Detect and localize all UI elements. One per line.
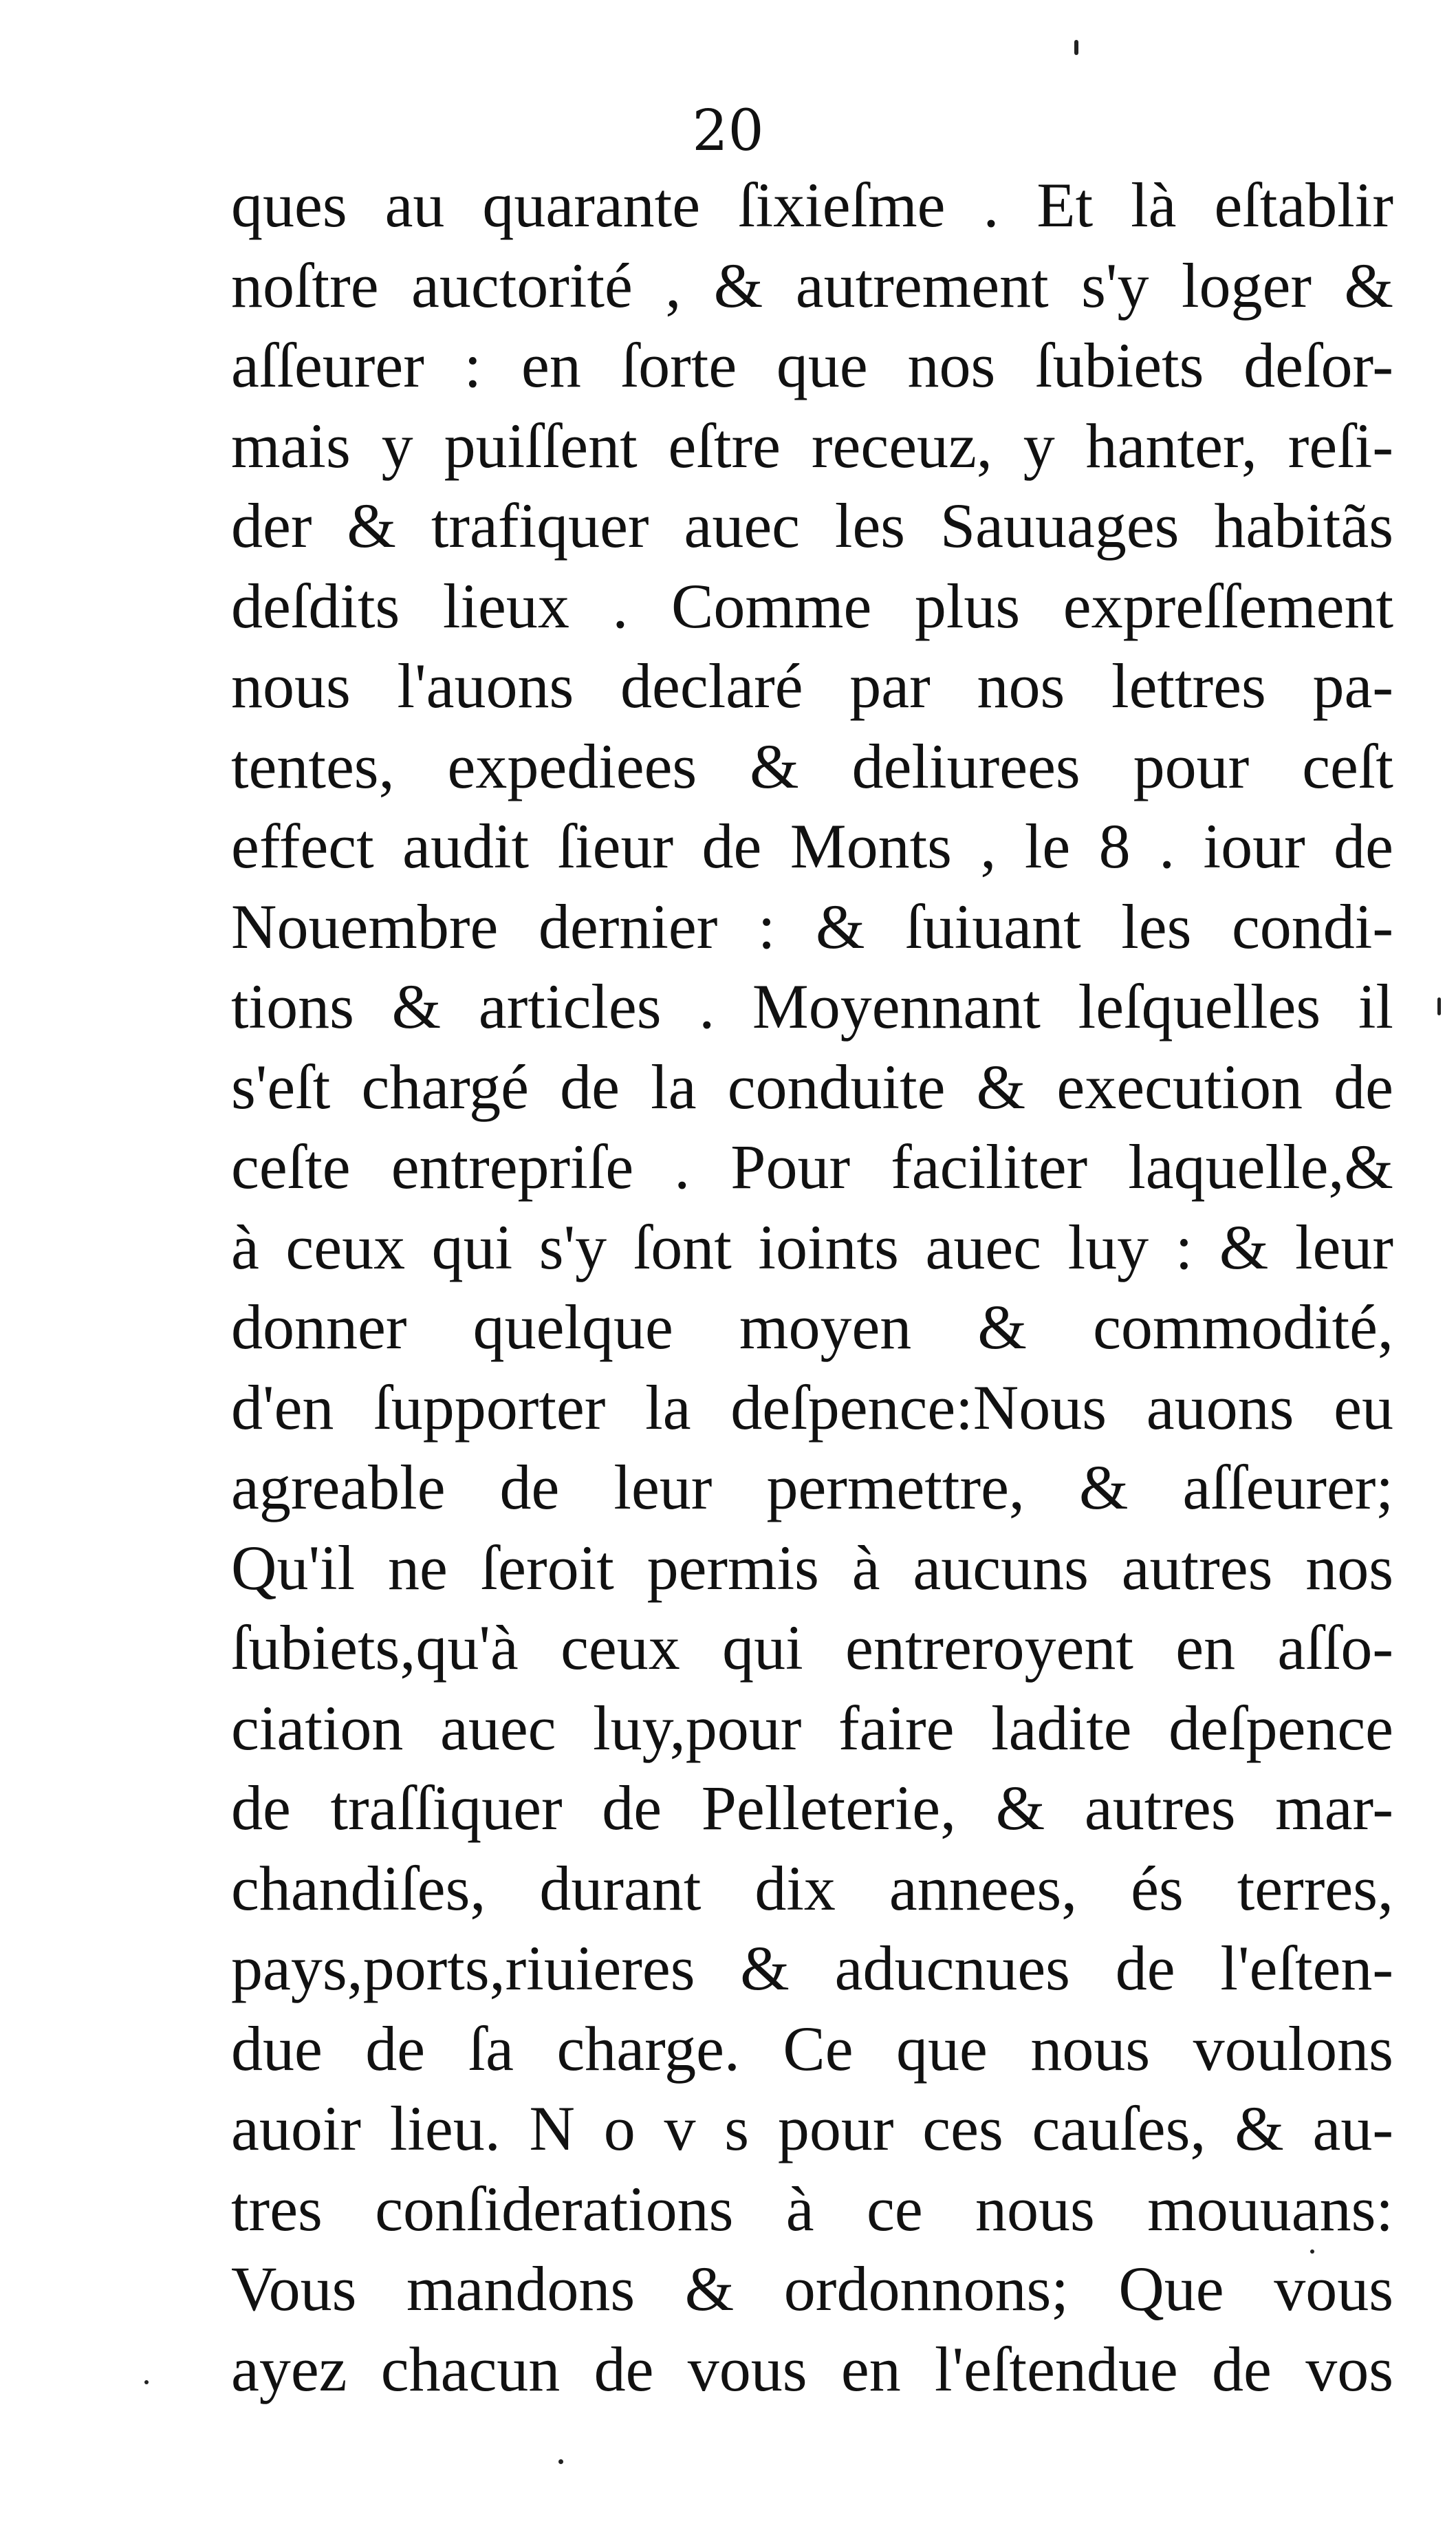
text-line: effect audit ſieur de Monts , le 8 . iour de xyxy=(231,811,1393,881)
text-line: ceſte entrepriſe . Pour faciliter laquelle,& xyxy=(231,1132,1393,1202)
text-line: Vous mandons & ordonnons; Que vous xyxy=(231,2254,1393,2324)
text-line: pays,ports,riuieres & aducnues de l'eſten- xyxy=(231,1933,1393,2003)
text-line: chandiſes, durant dix annees, és terres, xyxy=(231,1853,1393,1923)
text-line: aſſeurer : en ſorte que nos ſubiets deſor- xyxy=(231,330,1393,400)
text-line: ayez chacun de vous en l'eſtendue de vos xyxy=(231,2333,1393,2404)
text-line: Nouembre dernier : & ſuiuant les condi- xyxy=(231,891,1393,962)
text-line: tres conſiderations à ce nous mouuans: xyxy=(231,2173,1393,2244)
text-line: s'eſt chargé de la conduite & execution de xyxy=(231,1051,1393,1122)
text-line: à ceux qui s'y ſont ioints auec luy : & leur xyxy=(231,1211,1393,1282)
text-line: ques au quarante ſixieſme . Et là eſtablir xyxy=(231,170,1393,240)
text-line: auoir lieu. N o v s pour ces cauſes, & au- xyxy=(231,2093,1393,2163)
text-line: deſdits lieux . Comme plus expreſſement xyxy=(231,570,1393,641)
scan-speck xyxy=(1310,2249,1314,2254)
text-line: tions & articles . Moyennant leſquelles il xyxy=(231,971,1393,1041)
scan-speck xyxy=(1074,40,1078,55)
text-line: due de ſa charge. Ce que nous voulons xyxy=(231,2013,1393,2084)
scan-speck xyxy=(558,2459,563,2464)
text-line: mais y puiſſent eſtre receuz, y hanter, reſi- xyxy=(231,410,1393,481)
text-line: donner quelque moyen & commodité, xyxy=(231,1292,1393,1362)
text-line: agreable de leur permettre, & aſſeurer; xyxy=(231,1452,1393,1522)
scan-speck xyxy=(1437,997,1441,1015)
text-line: ciation auec luy,pour faire ladite deſpence xyxy=(231,1692,1393,1763)
text-line: nous l'auons declaré par nos lettres pa- xyxy=(231,651,1393,721)
text-line: Qu'il ne ſeroit permis à aucuns autres nos xyxy=(231,1532,1393,1603)
body-text xyxy=(231,165,1393,2409)
text-line: der & trafiquer auec les Sauuages habitãs xyxy=(231,490,1393,561)
text-line: de traſſiquer de Pelleterie, & autres mar- xyxy=(231,1773,1393,1843)
scan-speck xyxy=(144,2380,149,2384)
text-line: ſubiets,qu'à ceux qui entreroyent en aſſo- xyxy=(231,1612,1393,1683)
page-number: 20 xyxy=(692,98,764,164)
text-line: noſtre auctorité , & autrement s'y loger & xyxy=(231,250,1393,321)
text-line: tentes, expediees & deliurees pour ceſt xyxy=(231,731,1393,801)
text-line: d'en ſupporter la deſpence:Nous auons eu xyxy=(231,1372,1393,1443)
